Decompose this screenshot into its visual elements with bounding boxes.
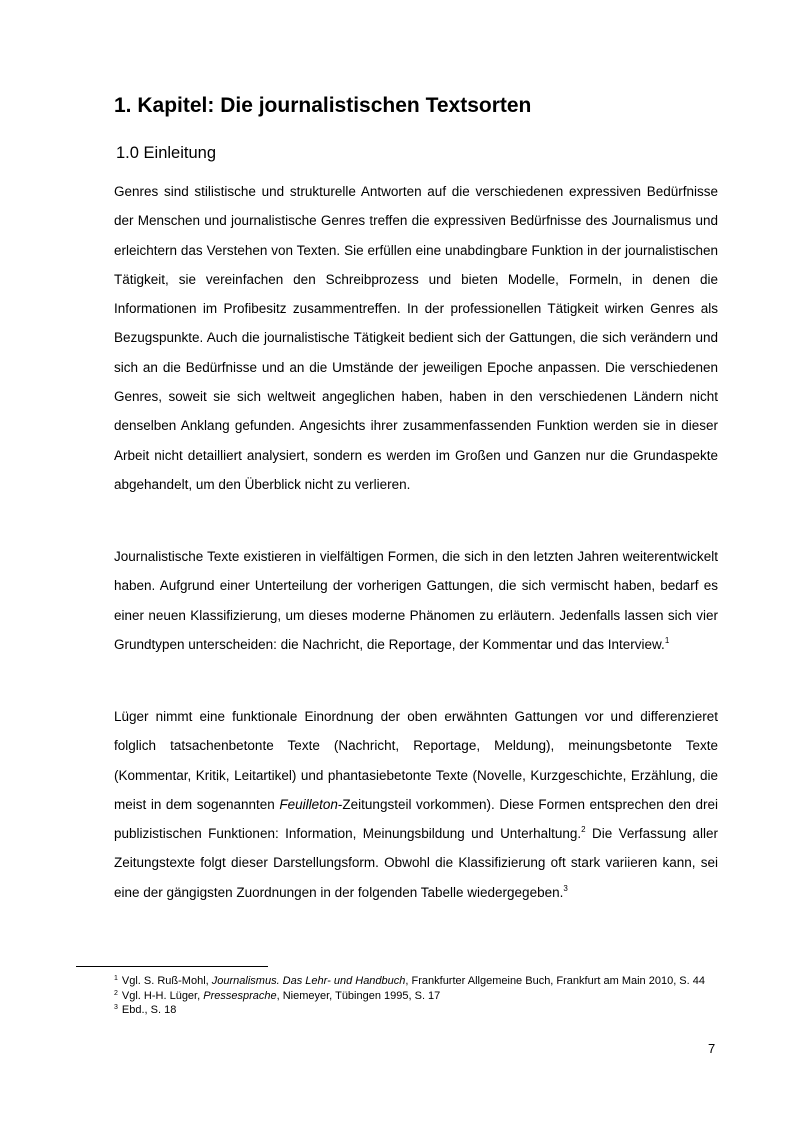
footnote-3 xyxy=(114,1003,718,1018)
footnote-separator xyxy=(76,966,268,967)
section-title: 1.0 Einleitung xyxy=(116,144,216,162)
feuilleton-term: Feuilleton xyxy=(279,796,338,812)
footnote-2 xyxy=(114,989,718,1004)
footnote-text: Ebd., S. 18 xyxy=(121,1004,177,1016)
paragraph-3-text-c: Die Verfassung aller Zeitungstexte folgt dieser Darstellungsform. Obwohl die Klassifizierung oft stark variieren kann, sei eine der gängigsten Zuordnungen in der folgenden Tabelle wiedergegeben. xyxy=(114,826,718,900)
footnote-number: 1 xyxy=(114,975,118,982)
footnote-text: Vgl. H-H. Lüger, xyxy=(121,989,204,1002)
footnote-ref-1: 1 xyxy=(664,635,670,645)
footnote-text: , Niemeyer, Tübingen 1995, S. 17 xyxy=(276,989,441,1002)
footnotes xyxy=(114,974,718,1018)
paragraph-3-text-a: Lüger nimmt eine funktionale Einordnung der oben erwähnten Gattungen vor und differenzieret folglich tatsachenbetonte Texte (Nachricht, Reportage, Meldung), meinungsbetonte Texte (Kommentar, Kritik, Leitartikel) und phantasiebetonte Texte (Novelle, Kurzgeschichte, Erzählung, die meist in dem sogenannten xyxy=(114,709,718,812)
footnote-number: 2 xyxy=(114,989,118,997)
paragraph-3-text-b: -Zeitungsteil vorkommen). Diese Formen entsprechen den drei publizistischen Funktionen: Information, Meinungsbildung und Unterhaltung. xyxy=(114,796,718,842)
paragraph-3 xyxy=(114,702,718,907)
footnote-ref-2: 2 xyxy=(581,825,586,835)
footnote-text: Vgl. S. Ruß-Mohl, xyxy=(121,975,212,987)
paragraph-2-text: Journalistische Texte existieren in vielfältigen Formen, die sich in den letzten Jahren weiterentwickelt haben. Aufgrund einer Unterteilung der vorherigen Gattungen, die sich vermischt haben, bedarf es einer neuen Klassifizierung, um dieses moderne Phänomen zu erläutern. Jedenfalls lassen sich vier Grundtypen unterscheiden: die Nachricht, die Reportage, der Kommentar und das Interview. xyxy=(114,549,718,652)
footnote-title: Journalismus. Das Lehr- und Handbuch xyxy=(211,975,406,987)
footnote-1 xyxy=(114,974,718,989)
paragraph-2 xyxy=(114,542,718,659)
footnote-number: 3 xyxy=(114,1004,118,1011)
chapter-title: 1. Kapitel: Die journalistischen Textsorten xyxy=(114,94,532,117)
footnote-ref-3: 3 xyxy=(563,883,568,893)
paragraph-1: Genres sind stilistische und strukturelle Antworten auf die verschiedenen expressiven Bedürfnisse der Menschen und journalistische Genres treffen die expressiven Bedürfnisse des Journalismus und erleichtern das Verstehen von Texten. Sie erfüllen eine unabdingbare Funktion in der journalistischen Tätigkeit, sie vereinfachen den Schreibprozess und bieten Modelle, Formeln, in denen die Informationen im Profibesitz zusammentreffen. In der professionellen Tätigkeit wirken Genres als Bezugspunkte. Auch die journalistische Tätigkeit bedient sich der Gattungen, die sich verändern und sich an die Bedürfnisse und an die Umstände der jeweiligen Epoche anpassen. Die verschiedenen Genres, soweit sie sich weltweit angeglichen haben, haben in den verschiedenen Ländern nicht denselben Anklang gefunden. Angesichts ihrer zusammenfassenden Funktion werden sie in dieser Arbeit nicht detailliert analysiert, sondern es werden im Großen und Ganzen nur die Grundaspekte abgehandelt, um den Überblick nicht zu verlieren. xyxy=(114,184,718,492)
footnote-title: Pressesprache xyxy=(203,989,277,1002)
page-number: 7 xyxy=(708,1041,716,1056)
footnote-text: , Frankfurter Allgemeine Buch, Frankfurt am Main 2010, S. 44 xyxy=(405,975,705,987)
